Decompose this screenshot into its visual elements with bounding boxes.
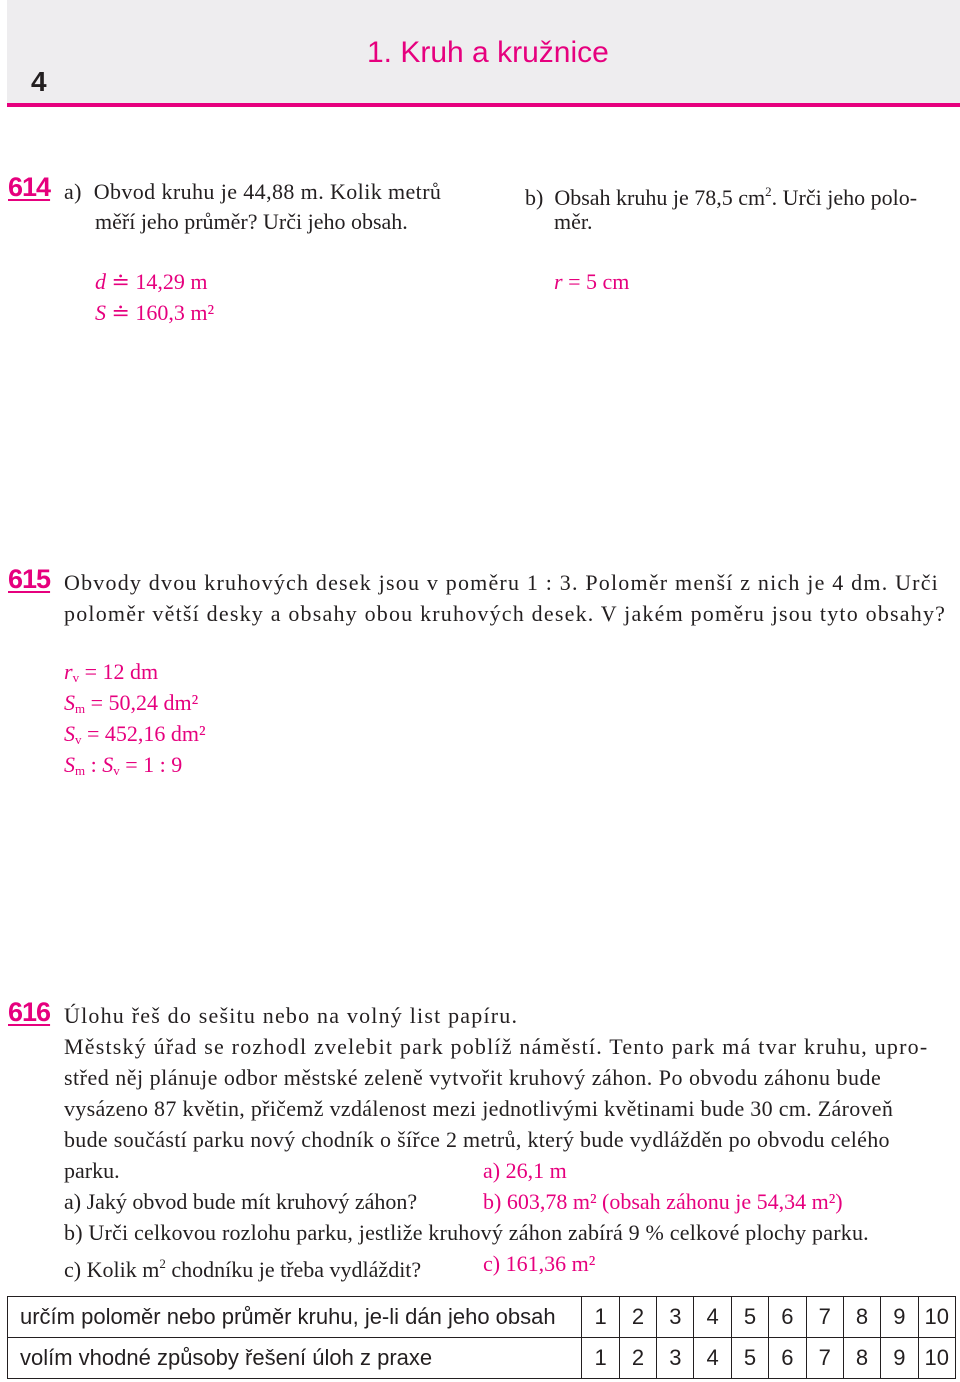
skill-row [8, 1338, 956, 1379]
task-616-text-line5: bude součástí parku nový chodník o šířce 2 metrů, který bude vydlážděn po obvodu celého [64, 1127, 890, 1152]
rating-cell[interactable]: 9 [881, 1297, 918, 1338]
task-614-a-answer-s: S ≐ 160,3 m² [95, 300, 215, 325]
task-615-answer-rv: $r_v = 12$ dm [64, 659, 159, 685]
task-614-a-line1: a) Obvod kruhu je 44,88 m. Kolik metrů [64, 179, 442, 204]
rating-cell[interactable]: 7 [806, 1297, 843, 1338]
task-616-question-b: b) Urči celkovou rozlohu parku, jestliže kruhový záhon zabírá 9 % celkové plochy parku. [64, 1220, 869, 1245]
task-616-question-c: c) Kolik $m^2$ chodníku je třeba vydláždit? [64, 1256, 422, 1282]
task-616-text-line4: vysázeno 87 květin, přičemž vzdálenost mezi jednotlivými květinami bude 30 cm. Zároveň [64, 1096, 894, 1121]
chapter-title: 1. Kruh a kružnice [367, 36, 609, 69]
task-616-instruction: Úlohu řeš do sešitu nebo na volný list papíru. [64, 1003, 519, 1028]
rating-cell[interactable]: 4 [694, 1338, 731, 1379]
rating-cell[interactable]: 3 [657, 1297, 694, 1338]
task-614-b-line2: měr. [554, 209, 593, 234]
rating-cell[interactable]: 2 [619, 1338, 656, 1379]
page-header [7, 0, 960, 107]
task-616-text-line6: parku. [64, 1158, 120, 1183]
rating-cell[interactable]: 8 [843, 1338, 880, 1379]
task-616-text-line3: střed něj plánuje odbor městské zeleně vytvořit kruhový záhon. Po obvodu záhonu bude [64, 1065, 882, 1090]
task-615-line2: poloměr větší desky a obsahy obou kruhových desek. V jakém poměru jsou tyto obsahy? [64, 601, 947, 626]
task-616-answer-c: c) 161,36 m² [483, 1251, 596, 1276]
task-615-answer-sv: $S_v = 452,16$ dm² [64, 721, 206, 747]
task-number: 616 [8, 997, 51, 1027]
task-616-answer-b: b) 603,78 m² (obsah záhonu je 54,34 m²) [483, 1189, 843, 1214]
task-615-answer-sm: $S_m = 50,24$ dm² [64, 690, 199, 716]
rating-cell[interactable]: 8 [843, 1297, 880, 1338]
task-number: 614 [8, 172, 51, 202]
skill-label: určím poloměr nebo průměr kruhu, je-li dán jeho obsah [8, 1297, 582, 1338]
page-number: 4 [31, 66, 47, 97]
self-assessment-table [7, 1296, 956, 1379]
rating-cell[interactable]: 6 [769, 1297, 806, 1338]
task-616-answer-a: a) 26,1 m [483, 1158, 567, 1183]
task-614-a-line2: měří jeho průměr? Urči jeho obsah. [95, 209, 408, 234]
rating-cell[interactable]: 10 [918, 1297, 955, 1338]
rating-cell[interactable]: 6 [769, 1338, 806, 1379]
rating-cell[interactable]: 9 [881, 1338, 918, 1379]
task-616-text-line2: Městský úřad se rozhodl zvelebit park poblíž náměstí. Tento park má tvar kruhu, upro- [64, 1034, 929, 1059]
rating-cell[interactable]: 7 [806, 1338, 843, 1379]
task-number: 615 [8, 564, 51, 594]
rating-cell[interactable]: 5 [731, 1297, 768, 1338]
task-614-b-answer: r = 5 cm [554, 269, 630, 294]
task-614-a-answer-d: d ≐ 14,29 m [95, 269, 208, 294]
rating-cell[interactable]: 3 [657, 1338, 694, 1379]
rating-cell[interactable]: 2 [619, 1297, 656, 1338]
task-614-b-line1: b) Obsah kruhu je 78,5 $cm^2$. Urči jeho polo- [525, 184, 918, 210]
task-615-answer-ratio: $S_m$ : $S_v = 1$ : 9 [64, 752, 183, 778]
skill-row [8, 1297, 956, 1338]
rating-cell[interactable]: 5 [731, 1338, 768, 1379]
rating-cell[interactable]: 10 [918, 1338, 955, 1379]
rating-cell[interactable]: 1 [582, 1297, 619, 1338]
skill-label: volím vhodné způsoby řešení úloh z praxe [8, 1338, 582, 1379]
rating-cell[interactable]: 4 [694, 1297, 731, 1338]
task-615-line1: Obvody dvou kruhových desek jsou v poměru 1 : 3. Poloměr menší z nich je 4 dm. Urči [64, 570, 939, 595]
task-616-question-a: a) Jaký obvod bude mít kruhový záhon? [64, 1189, 418, 1214]
rating-cell[interactable]: 1 [582, 1338, 619, 1379]
